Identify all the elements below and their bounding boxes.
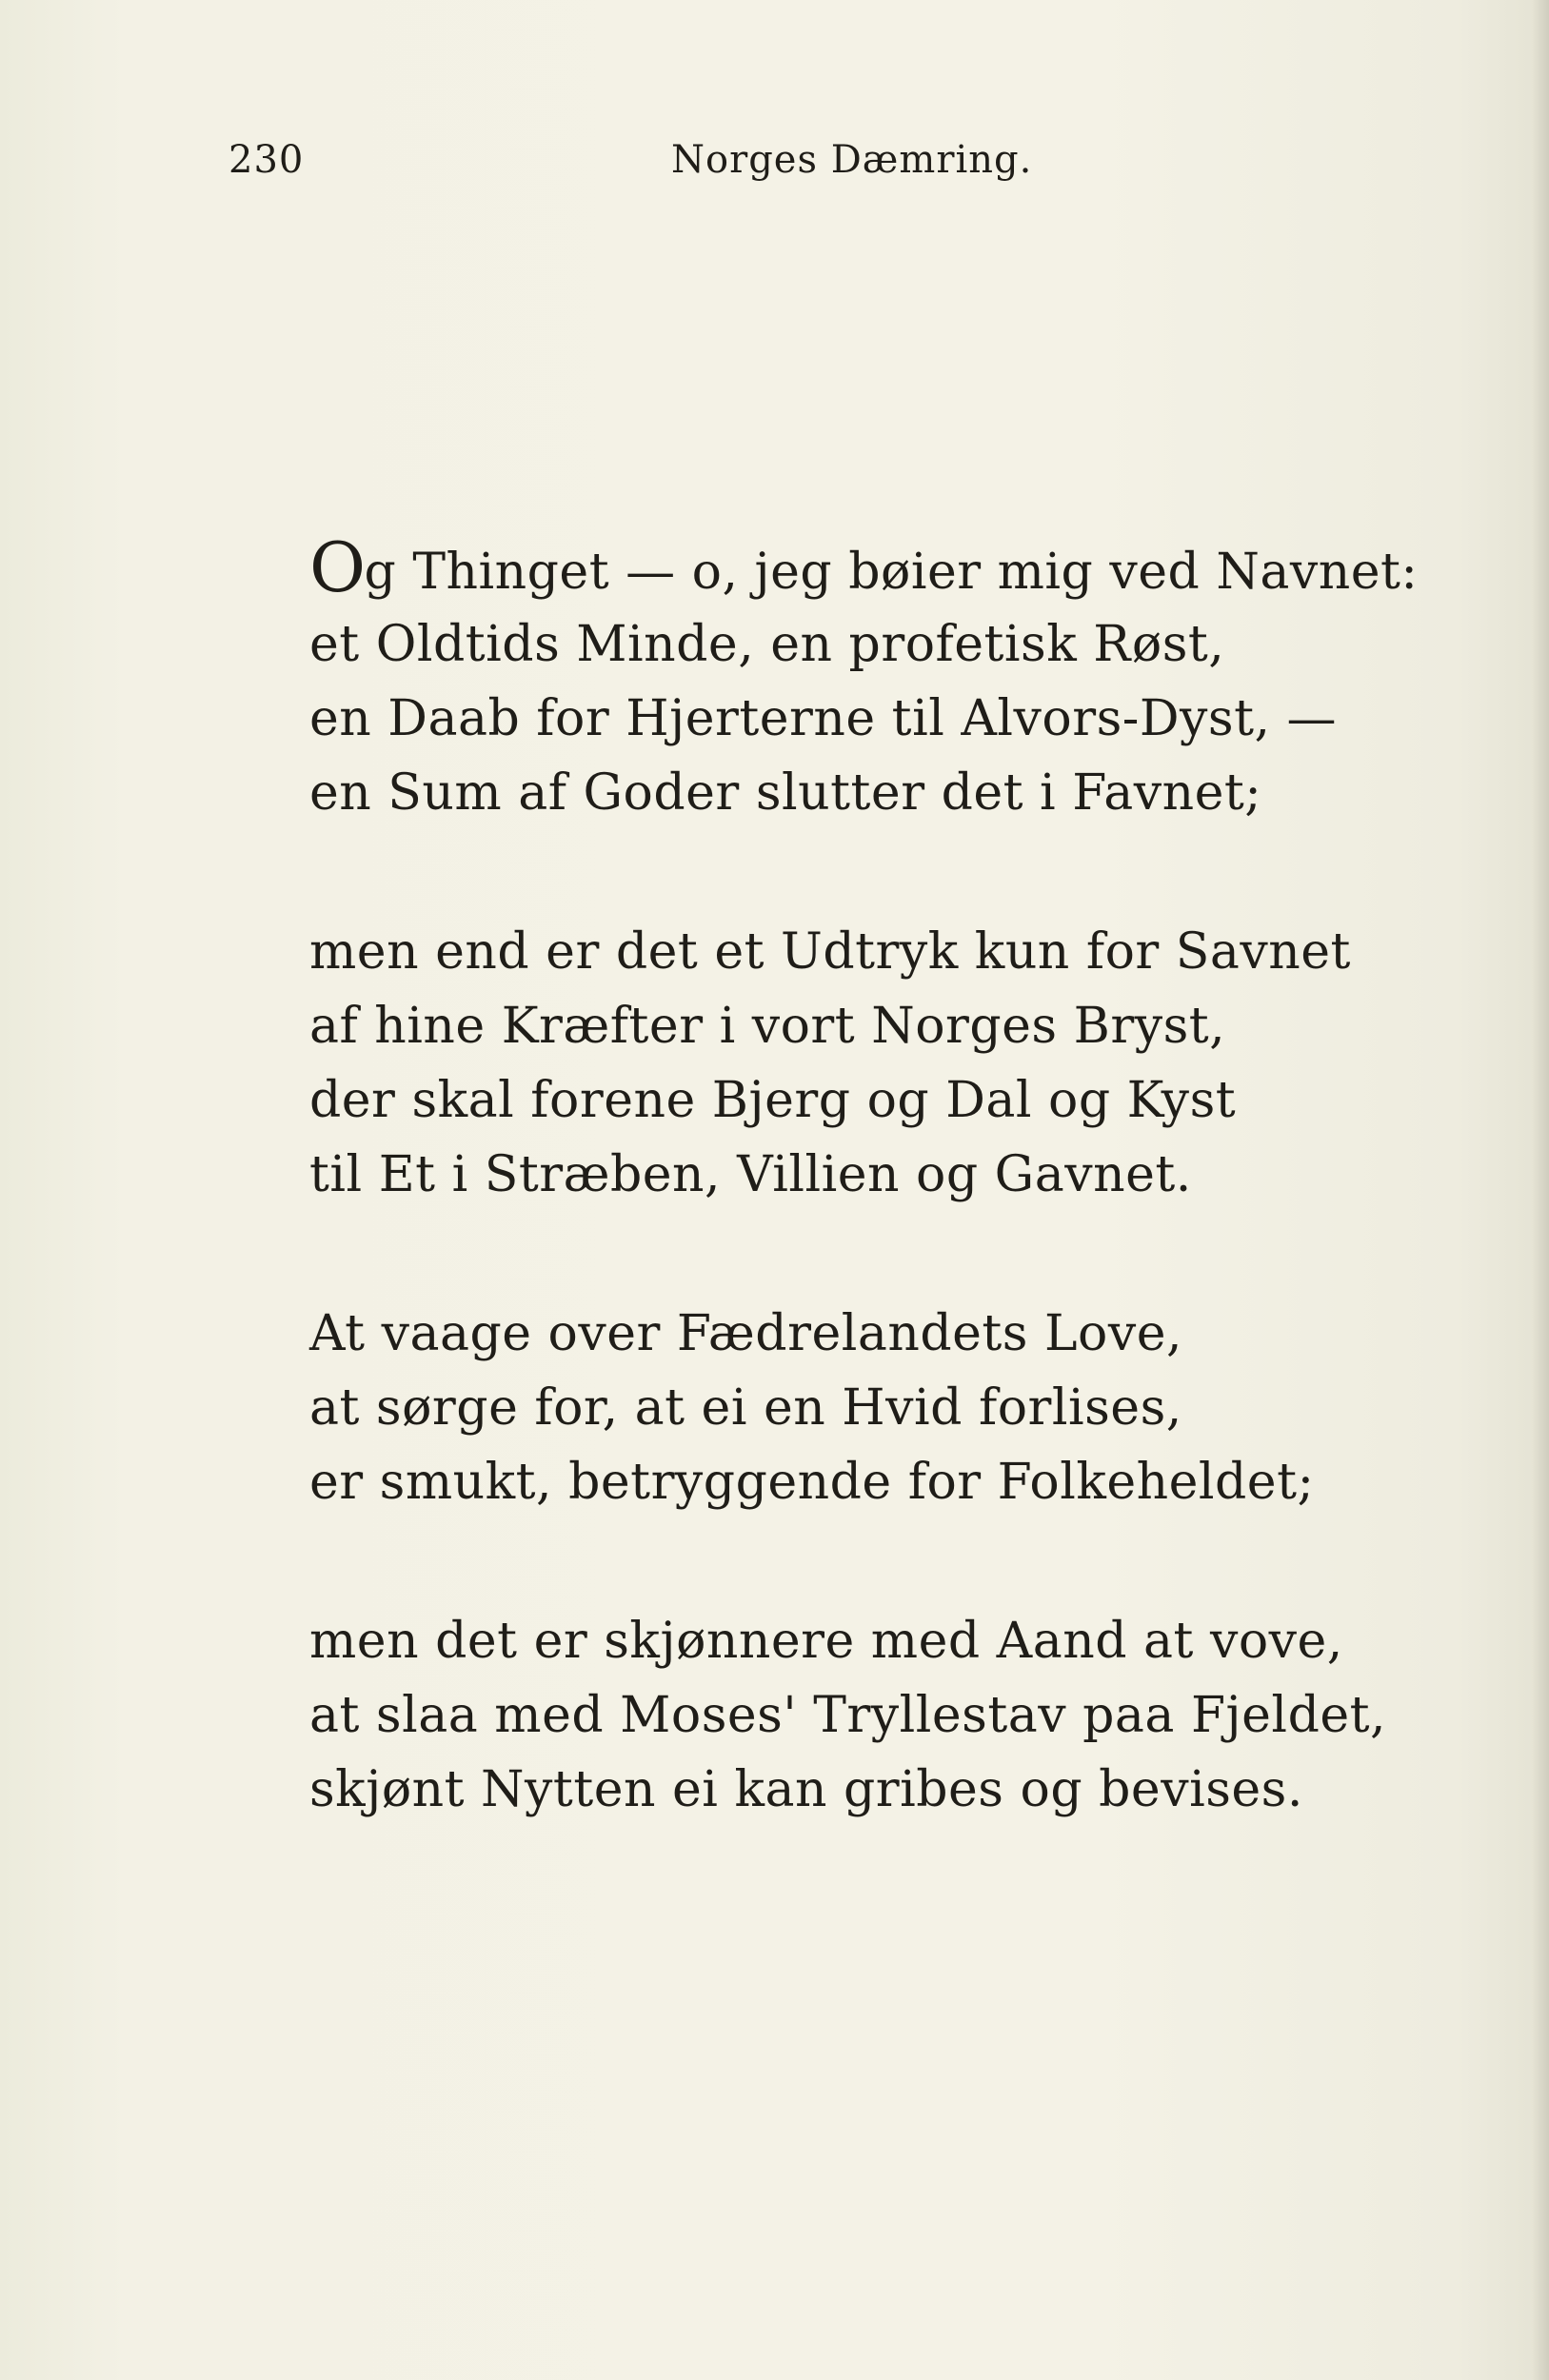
page-edge-shadow [1532, 0, 1549, 2380]
running-title: Norges Dæmring. [671, 138, 1033, 182]
poem-line: der skal forene Bjerg og Dal og Kyst [309, 1072, 1237, 1129]
page-number: 230 [228, 138, 305, 182]
poem-line: at slaa med Moses' Tryllestav paa Fjeldet, [309, 1687, 1387, 1744]
poem-line: men det er skjønnere med Aand at vove, [309, 1613, 1343, 1670]
stanza-1 [309, 527, 1471, 830]
poem-line: At vaage over Fædrelandets Love, [309, 1305, 1183, 1362]
poem-line: et Oldtids Minde, en profetisk Røst, [309, 616, 1225, 673]
stanza-4 [309, 1604, 1471, 1827]
poem-line: skjønt Nytten ei kan gribes og bevises. [309, 1761, 1303, 1818]
stanza-3 [309, 1297, 1471, 1519]
stanza-2 [309, 915, 1471, 1212]
poem-line: af hine Kræfter i vort Norges Bryst, [309, 998, 1226, 1055]
line-text: g Thinget — o, jeg bøier mig ved Navnet: [364, 544, 1419, 601]
poem-line: at sørge for, at ei en Hvid forlises, [309, 1379, 1182, 1437]
page-header [0, 138, 1549, 195]
poem-line: er smukt, betryggende for Folkeheldet; [309, 1454, 1315, 1511]
poem-line [309, 527, 1471, 607]
drop-initial: O [309, 527, 367, 607]
poem-line: en Sum af Goder slutter det i Favnet; [309, 764, 1262, 822]
poem [309, 527, 1471, 1912]
poem-line: til Et i Stræben, Villien og Gavnet. [309, 1146, 1192, 1203]
poem-line: en Daab for Hjerterne til Alvors-Dyst, — [309, 690, 1338, 747]
poem-line: men end er det et Udtryk kun for Savnet [309, 923, 1351, 981]
